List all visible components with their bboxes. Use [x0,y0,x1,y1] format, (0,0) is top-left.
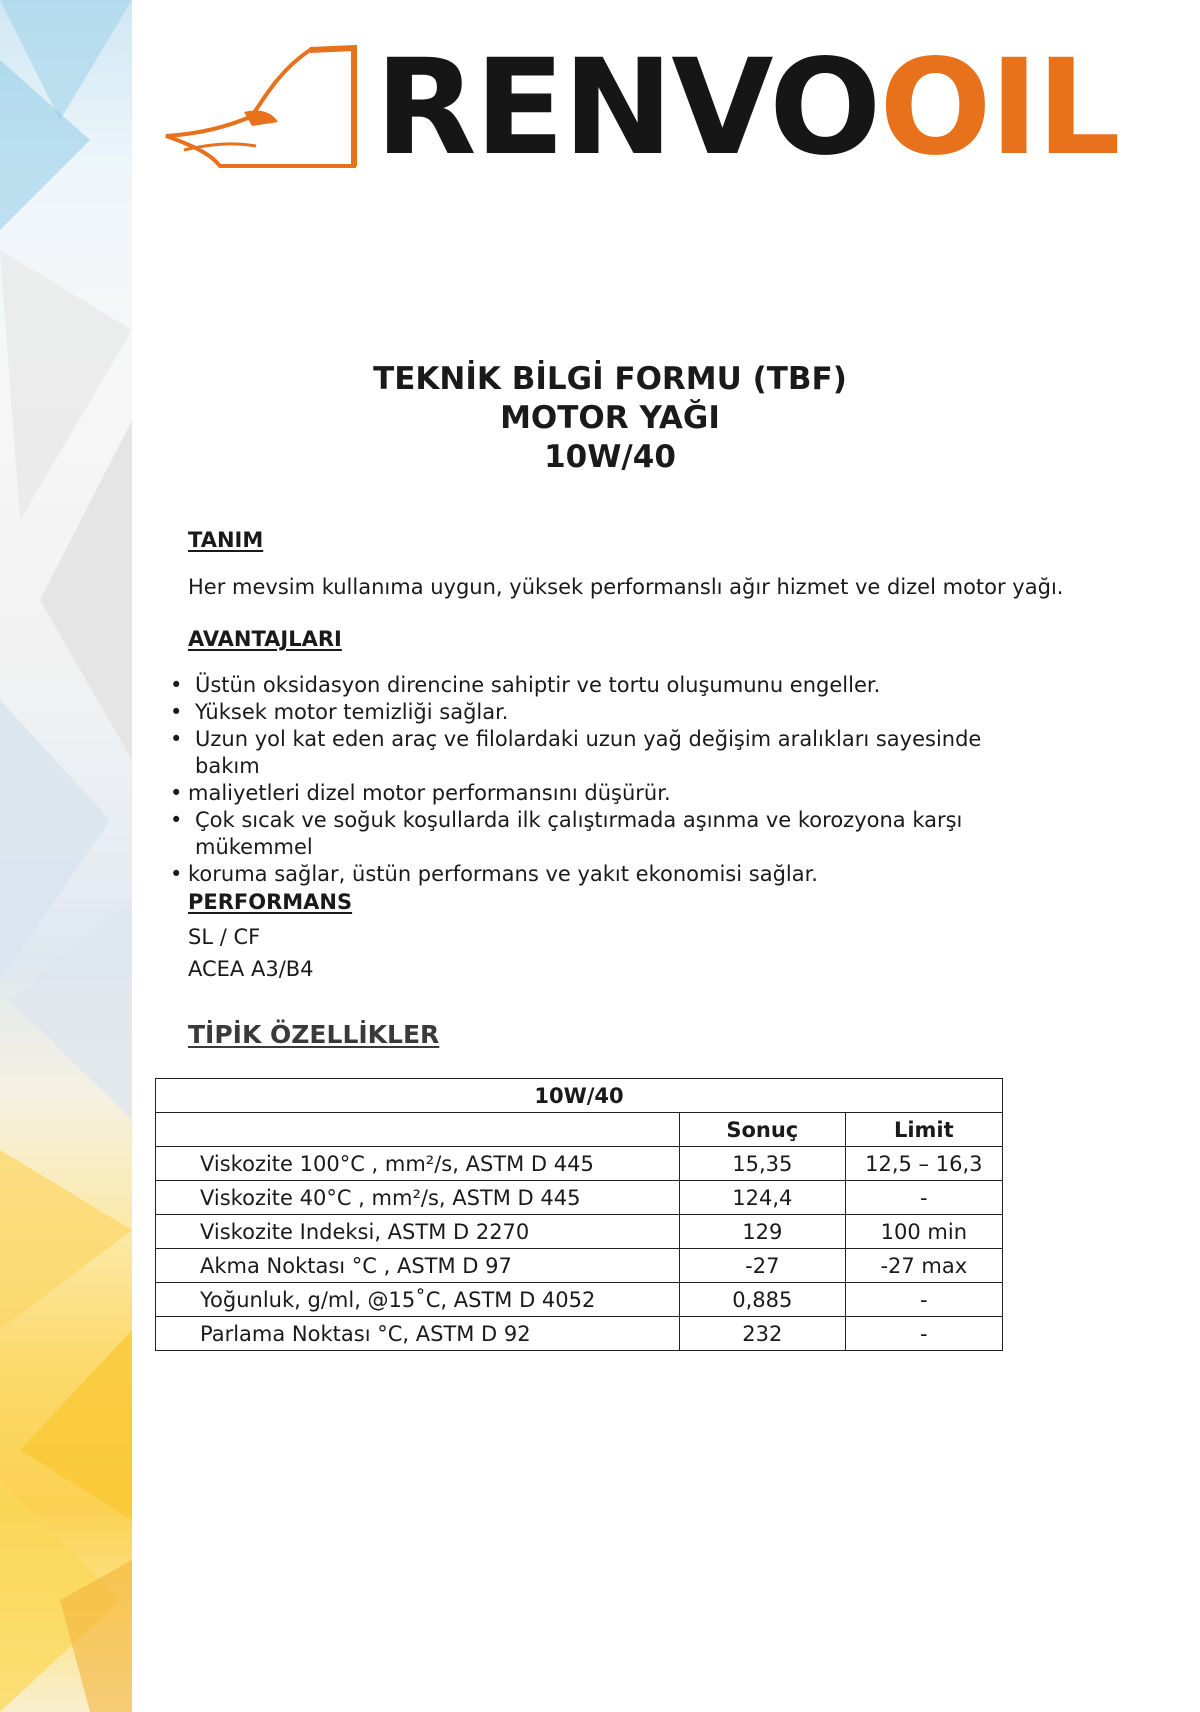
benefit-item: • Uzun yol kat eden araç ve filolardaki uzun yağ değişim aralıkları sayesinde bakım [170,726,1050,780]
title-line-3: 10W/40 [544,439,676,475]
table-row [156,1317,1003,1351]
spec-limit: - [845,1283,1002,1317]
spec-result: -27 [680,1249,846,1283]
spec-name: Viskozite Indeksi, ASTM D 2270 [156,1215,680,1249]
table-row [156,1249,1003,1283]
spec-name: Parlama Noktası °C, ASTM D 92 [156,1317,680,1351]
brand-logo [160,31,1119,185]
spec-name: Viskozite 100°C , mm²/s, ASTM D 445 [156,1147,680,1181]
spec-table-title: 10W/40 [156,1079,1003,1113]
benefits-list [170,672,1050,888]
title-line-2: MOTOR YAĞI [500,400,720,436]
title-line-1: TEKNİK BİLGİ FORMU (TBF) [373,361,847,397]
benefit-text: koruma sağlar, üstün performans ve yakıt ekonomisi sağlar. [188,862,818,886]
spec-limit: 12,5 – 16,3 [845,1147,1002,1181]
spec-result: 15,35 [680,1147,846,1181]
performans-heading: PERFORMANS [188,890,353,914]
benefit-item: • Çok sıcak ve soğuk koşullarda ilk çalıştırmada aşınma ve korozyona karşı mükemmel [170,807,1050,861]
spec-header-name [156,1113,680,1147]
benefit-text: maliyetleri dizel motor performansını düşürür. [188,781,671,805]
tanim-text: Her mevsim kullanıma uygun, yüksek performanslı ağır hizmet ve dizel motor yağı. [188,575,1064,599]
spec-table [155,1078,1003,1351]
spec-result: 129 [680,1215,846,1249]
truck-logo-icon [160,38,375,178]
table-row [156,1181,1003,1215]
benefit-item: • Üstün oksidasyon direncine sahiptir ve tortu oluşumunu engeller. [170,672,1050,699]
spec-limit: - [845,1181,1002,1215]
logo-text-orange: OIL [879,31,1119,185]
spec-table-title-row [156,1079,1003,1113]
spec-limit: - [845,1317,1002,1351]
benefit-item-continuation [170,861,1050,888]
spec-header-limit: Limit [845,1113,1002,1147]
logo-text-dark: RENVO [375,31,880,185]
performans-line-1: SL / CF [188,925,261,949]
spec-result: 0,885 [680,1283,846,1317]
tanim-heading: TANIM [188,528,264,552]
spec-name: Yoğunluk, g/ml, @15˚C, ASTM D 4052 [156,1283,680,1317]
spec-result: 124,4 [680,1181,846,1215]
performans-line-2: ACEA A3/B4 [188,957,314,981]
spec-limit: 100 min [845,1215,1002,1249]
spec-name: Viskozite 40°C , mm²/s, ASTM D 445 [156,1181,680,1215]
side-strip-pattern [0,0,132,1712]
tipik-heading: TİPİK ÖZELLİKLER [188,1020,440,1049]
document-title [300,360,920,477]
benefit-item: • Yüksek motor temizliği sağlar. [170,699,1050,726]
spec-name: Akma Noktası °C , ASTM D 97 [156,1249,680,1283]
avantajlari-heading: AVANTAJLARI [188,627,342,651]
benefit-item-continuation [170,780,1050,807]
table-row [156,1215,1003,1249]
spec-header-result: Sonuç [680,1113,846,1147]
spec-result: 232 [680,1317,846,1351]
spec-limit: -27 max [845,1249,1002,1283]
table-row [156,1283,1003,1317]
spec-table-header-row [156,1113,1003,1147]
decorative-side-strip [0,0,132,1712]
table-row [156,1147,1003,1181]
